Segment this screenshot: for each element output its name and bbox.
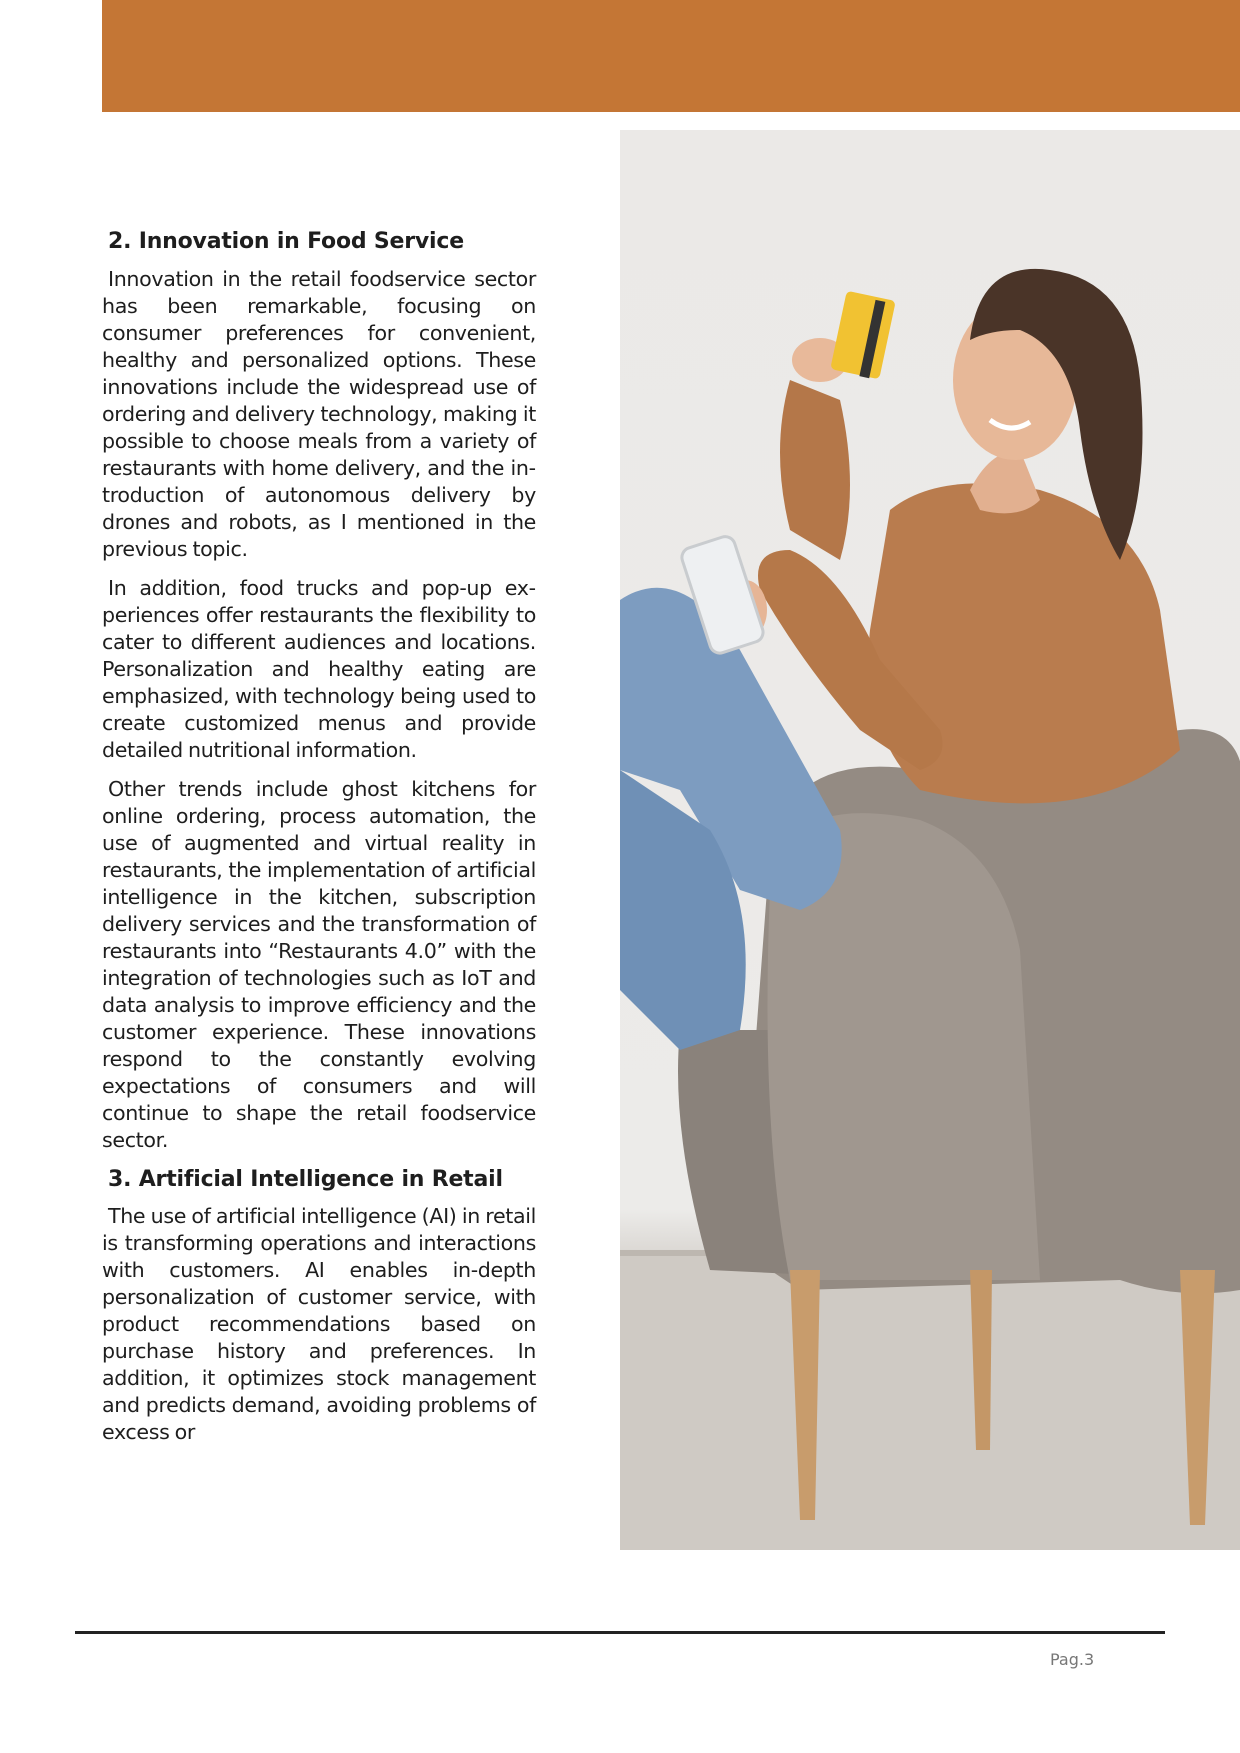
footer-divider — [75, 1631, 1165, 1634]
paragraph: Innovation in the retail foodservice sector has been remarkable, focusing on consumer preferences for convenient, healthy and personalized options. These innovations include the widespread use of ordering and delivery technology, making it possible to choose meals from a variety of restaurants with home delivery, and the introduction of autonomous delivery by drones and robots, as I mentioned in the previous topic. — [102, 266, 536, 561]
woman-shopping-photo — [620, 130, 1240, 1550]
photo-illustration — [620, 130, 1240, 1550]
section-heading-innovation: 2. Innovation in Food Service — [108, 229, 464, 254]
paragraph: The use of artificial intelligence (AI) in retail is transforming operations and interactions with customers. AI enables in-depth personalization of customer service, with product recommendations based on purchase history and preferences. In addition, it optimizes stock management and predicts demand, avoiding problems of excess or — [102, 1204, 536, 1444]
section-heading-ai-retail: 3. Artificial Intelligence in Retail — [108, 1166, 503, 1192]
header-accent-band — [102, 0, 1240, 112]
paragraph: Other trends include ghost kitchens for online ordering, process automation, the use of augmented and virtual reality in restaurants, the implementation of artificial intelligence in the kitchen, subscription delivery services and the transformation of restaurants into “Restaurants 4.0” with the integration of technologies such as IoT and data analysis to improve efficiency and the customer experience. These innovations respond to the constantly evolving expectations of consumers and will continue to shape the retail foodservice sector. — [102, 776, 536, 1152]
page-number: Pag.3 — [1050, 1650, 1095, 1669]
paragraph: In addition, food trucks and pop-up experiences offer restaurants the flexibility to cater to different audiences and locations. Personalization and healthy eating are emphasized, with technology being used to create customized menus and provide detailed nutritional information. — [102, 575, 536, 762]
article-text-column — [102, 228, 536, 1458]
